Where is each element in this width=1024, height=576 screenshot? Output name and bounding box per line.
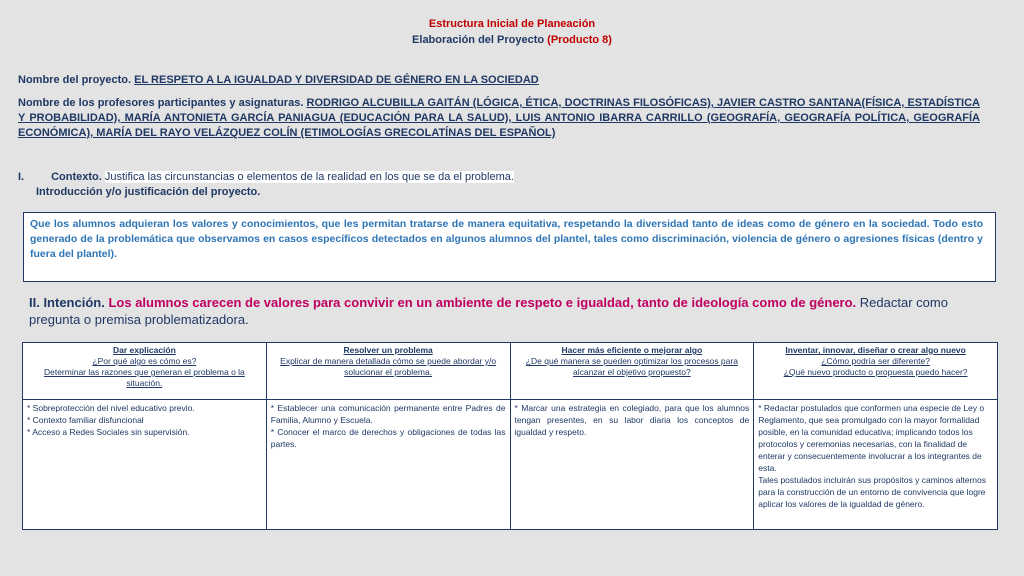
project-name-line [18,74,984,86]
context-subheading: Introducción y/o justificación del proyecto. [36,186,261,198]
cell-innovate [754,400,998,530]
header-line: Explicar de manera detallada cómo se puede abordar y/o solucionar el problema. [280,356,497,377]
introduction-text: Que los alumnos adquieran los valores y conocimientos, que les permitan tratarse de manera equitativa, respetando la diversidad tanto de ideas como de género en la sociedad. Todo esto generado de la problemática que observamos en casos específicos detectados en algunos alumnos del plantel, tales como discriminación, violencia de género o agresiones físicas (dentro y fuera del plantel). [30,218,983,260]
list-item: * Redactar postulados que conformen una especie de Ley o Reglamento, que sea promulgado con la mayor formalidad posible, en la comunidad educativa; implicando todos los protocolos y ceremonias necesarias, con la finalidad de enterar y consecuentemente involucrar a los integrantes de esta. [758,403,985,473]
list-item: * Acceso a Redes Sociales sin supervisión. [27,427,190,437]
header-title: Dar explicación [112,345,176,355]
table-header-row [23,343,998,400]
professors-label: Nombre de los profesores participantes y asignaturas. [18,97,304,109]
header-solve [266,343,510,400]
header-innovate [754,343,998,400]
product-label: (Producto 8) [547,34,612,46]
header-title: Inventar, innovar, diseñar o crear algo nuevo [785,345,966,355]
page-header [0,16,1024,48]
context-number: I. [18,171,25,183]
list-item: * Sobreprotección del nivel educativo previo. [27,403,195,413]
context-label: Contexto. [51,171,102,183]
cell-explain [23,400,267,530]
project-label: Nombre del proyecto. [18,74,132,86]
context-description: Justifica las circunstancias o elementos de la realidad en los que se da el problema. [104,171,514,183]
header-line: Determinar las razones que generan el problema o la situación. [43,367,245,388]
intention-section [29,294,989,328]
intention-instruction: Redactar como pregunta o premisa problematizadora. [29,295,948,327]
list-item: * Marcar una estrategia en colegiado, para que los alumnos tengan presentes, en su labor diaria los conceptos de igualdad y respeto. [514,403,750,437]
professors-value: RODRIGO ALCUBILLA GAITÁN (LÓGICA, ÉTICA, DOCTRINAS FILOSÓFICAS), JAVIER CASTRO SANTANA(FÍSICA, ESTADÍSTICA Y PROBABILIDAD), MARÍA ANTONIETA GARCÍA PANIAGUA (EDUCACIÓN PARA LA SALUD), LUIS ANTONIO IBARRA CARRILLO (GEOGRAFÍA, GEOGRAFÍA POLÍTICA, GEOGRAFÍA ECONÓMICA), MARÍA DEL RAYO VELÁZQUEZ COLÍN (ETIMOLOGÍAS GRECOLATÍNAS DEL ESPAÑOL) [18,97,980,139]
intention-statement: Los alumnos carecen de valores para convivir en un ambiente de respeto e igualdad, tanto de ideología como de género. [108,295,857,310]
header-line: ¿Por qué algo es cómo es? [92,356,197,366]
header-line: ¿Cómo podría ser diferente? [821,356,930,366]
header-explain [23,343,267,400]
page-subtitle [0,32,1024,48]
project-value: EL RESPETO A LA IGUALDAD Y DIVERSIDAD DE GÉNERO EN LA SOCIEDAD [134,74,539,86]
header-line: ¿Qué nuevo producto o propuesta puedo hacer? [783,367,968,377]
header-title: Resolver un problema [343,345,433,355]
list-item: * Establecer una comunicación permanente entre Padres de Familia, Alumno y Escuela. [270,403,506,425]
professors-line [18,96,980,141]
page-title: Estructura Inicial de Planeación [428,18,596,30]
header-title: Hacer más eficiente o mejorar algo [561,345,703,355]
list-item: Tales postulados incluirán sus propósitos y caminos alternos para la construcción de un entorno de convivencia que logre aplicar los valores de la igualdad de género. [758,475,986,509]
context-section [18,170,998,200]
intention-label: II. Intención. [29,295,105,310]
cell-solve [266,400,510,530]
header-improve [510,343,754,400]
subtitle-text: Elaboración del Proyecto [412,34,545,46]
planning-table [22,342,998,530]
table-row [23,400,998,530]
list-item: * Contexto familiar disfuncional [27,415,144,425]
cell-improve [510,400,754,530]
introduction-box [23,212,996,282]
list-item: * Conocer el marco de derechos y obligaciones de todas las partes. [270,427,506,449]
header-line: ¿De qué manera se pueden optimizar los procesos para alcanzar el objetivo propuesto? [525,356,738,377]
